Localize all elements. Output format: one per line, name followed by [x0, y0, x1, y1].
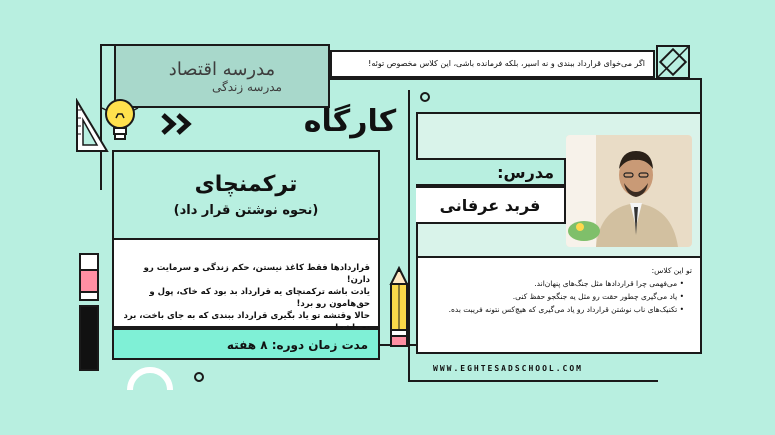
website-link[interactable]: WWW.EGHTESADSCHOOL.COM — [433, 364, 583, 373]
teacher-photo — [566, 135, 692, 247]
teacher-label: مدرس: — [416, 158, 566, 186]
frame-top-line — [100, 44, 114, 46]
description-line: حالا وقتشه تو یاد بگیری قرارداد ببندی که به جای باخت، برد — [123, 311, 370, 321]
topics-heading: تو این کلاس: — [651, 266, 692, 275]
list-item: • تکنیک‌های ناب نوشتن قرارداد رو یاد می‌گیری که هیچ‌کس نتونه فریبت بده. — [426, 303, 684, 316]
frame-footer-line — [408, 380, 658, 382]
course-description — [112, 240, 380, 328]
description-line: یادت باشه ترکمنچای یه قرارداد بد بود که خاک، پول و حق‌هامون رو برد! — [149, 287, 370, 309]
corner-diamond-icon — [655, 44, 691, 80]
pencil-icon — [388, 266, 410, 350]
frame-right-line — [700, 78, 702, 112]
small-circle-decoration — [194, 372, 204, 382]
course-title-card — [112, 150, 380, 240]
list-item: • یاد می‌گیری چطور حقت رو مثل یه جنگجو حفظ کنی. — [426, 290, 684, 303]
half-circle-decoration — [126, 366, 174, 392]
teacher-portrait-icon — [566, 135, 692, 247]
top-banner: اگر می‌خوای قرارداد ببندی و نه اسیر، بلکه فرمانده باشی، این کلاس مخصوص توئه! — [330, 50, 655, 78]
course-duration: مدت زمان دوره: ۸ هفته — [112, 328, 380, 360]
logo-sub-text: مدرسه زندگی — [212, 79, 282, 94]
small-circle-decoration — [420, 92, 430, 102]
topics-box — [416, 258, 702, 354]
logo-main-text: مدرسه اقتصاد — [168, 58, 276, 80]
topics-list — [426, 277, 692, 316]
frame-top-right-line — [330, 78, 702, 80]
workshop-title: کارگاه — [303, 104, 397, 139]
list-item: • می‌فهمی چرا قراردادها مثل جنگ‌های پنهان‌اند. — [426, 277, 684, 290]
teacher-name: فربد عرفانی — [416, 186, 566, 224]
light-bulb-icon — [100, 96, 140, 148]
logo — [114, 44, 330, 108]
description-line: قراردادها فقط کاغذ نیستن، حکم زندگی و سرمایت رو دارن! — [143, 263, 370, 285]
course-title: ترکمنچای — [194, 172, 298, 197]
double-chevron-icon — [160, 112, 196, 136]
black-block-decoration — [78, 304, 100, 374]
course-subtitle: (نحوه نوشتن قرار داد) — [173, 203, 319, 218]
